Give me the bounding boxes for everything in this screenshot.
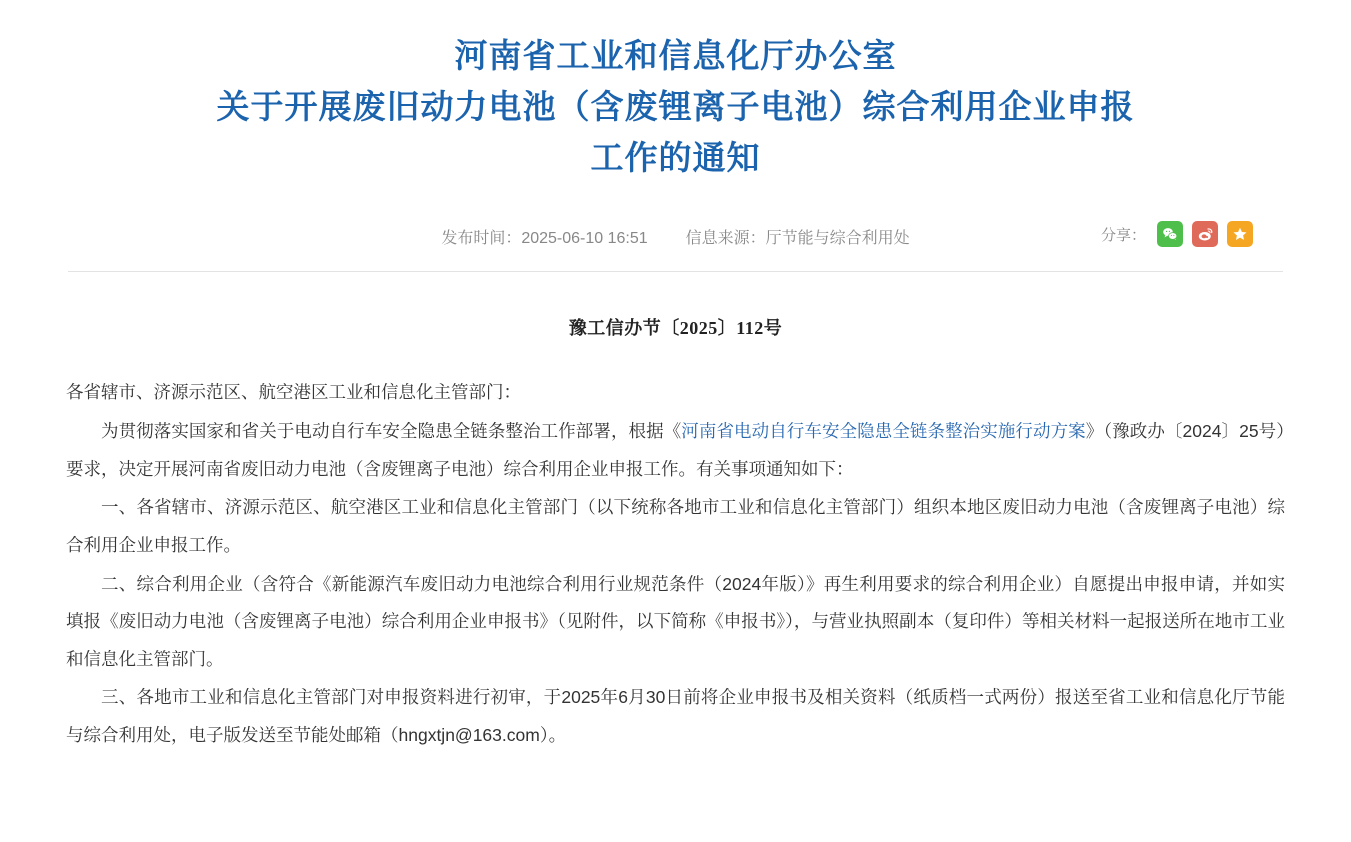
meta-center bbox=[441, 225, 909, 248]
publish-time bbox=[441, 225, 647, 248]
wechat-share-icon[interactable] bbox=[1157, 221, 1183, 247]
paragraph-item-3: 三、各地市工业和信息化主管部门对申报资料进行初审，于2025年6月30日前将企业申报书及相关资料（纸质档一式两份）报送至省工业和信息化厅节能与综合利用处，电子版发送至节能处邮箱（hngxtjn@163.com）。 bbox=[66, 687, 1285, 746]
document-number: 豫工信办节〔2025〕112号 bbox=[568, 318, 783, 339]
page-title bbox=[120, 30, 1231, 183]
info-source-label: 信息来源： bbox=[685, 229, 766, 247]
info-source-value: 厅节能与综合利用处 bbox=[765, 229, 910, 247]
paragraph-intro bbox=[66, 413, 1285, 488]
paragraph-salutation: 各省辖市、济源示范区、航空港区工业和信息化主管部门： bbox=[66, 382, 521, 403]
share-label: 分享： bbox=[1100, 226, 1146, 244]
intro-text-1: 为贯彻落实国家和省关于电动自行车安全隐患全链条整治工作部署，根据《 bbox=[101, 421, 682, 442]
weibo-share-icon[interactable] bbox=[1192, 221, 1218, 247]
favorite-share-icon[interactable] bbox=[1227, 221, 1253, 247]
article-body bbox=[66, 374, 1285, 754]
policy-document-link[interactable]: 河南省电动自行车安全隐患全链条整治实施行动方案 bbox=[681, 421, 1086, 442]
paragraph-item-2: 二、综合利用企业（含符合《新能源汽车废旧动力电池综合利用行业规范条件（2024年版）》再生利用要求的综合利用企业）自愿提出申报申请，并如实填报《废旧动力电池（含废锂离子电池）综合利用企业申报书》（见附件，以下简称《申报书》），与营业执照副本（复印件）等相关材料一起报送所在地市工业和信息化主管部门。 bbox=[66, 573, 1285, 669]
article-meta-bar bbox=[68, 219, 1283, 272]
share-box bbox=[1101, 221, 1253, 247]
info-source bbox=[686, 225, 910, 248]
page-title-line-1: 河南省工业和信息化厅办公室 bbox=[454, 37, 897, 74]
paragraph-item-1: 一、各省辖市、济源示范区、航空港区工业和信息化主管部门（以下统称各地市工业和信息化主管部门）组织本地区废旧动力电池（含废锂离子电池）综合利用企业申报工作。 bbox=[66, 497, 1285, 555]
page-title-line-3: 工作的通知 bbox=[590, 139, 761, 177]
page-title-line-2: 关于开展废旧动力电池（含废锂离子电池）综合利用企业申报 bbox=[216, 88, 1135, 126]
intro-text-2: 》（豫政办〔2024〕25号）要求，决定开展河南省废旧动力电池（含废锂离子电池）综合利用企业申报工作。有关事项通知如下： bbox=[66, 421, 1285, 479]
title-block bbox=[0, 0, 1351, 183]
publish-time-label: 发布时间： bbox=[441, 229, 522, 247]
publish-time-value: 2025-06-10 16:51 bbox=[521, 229, 648, 247]
